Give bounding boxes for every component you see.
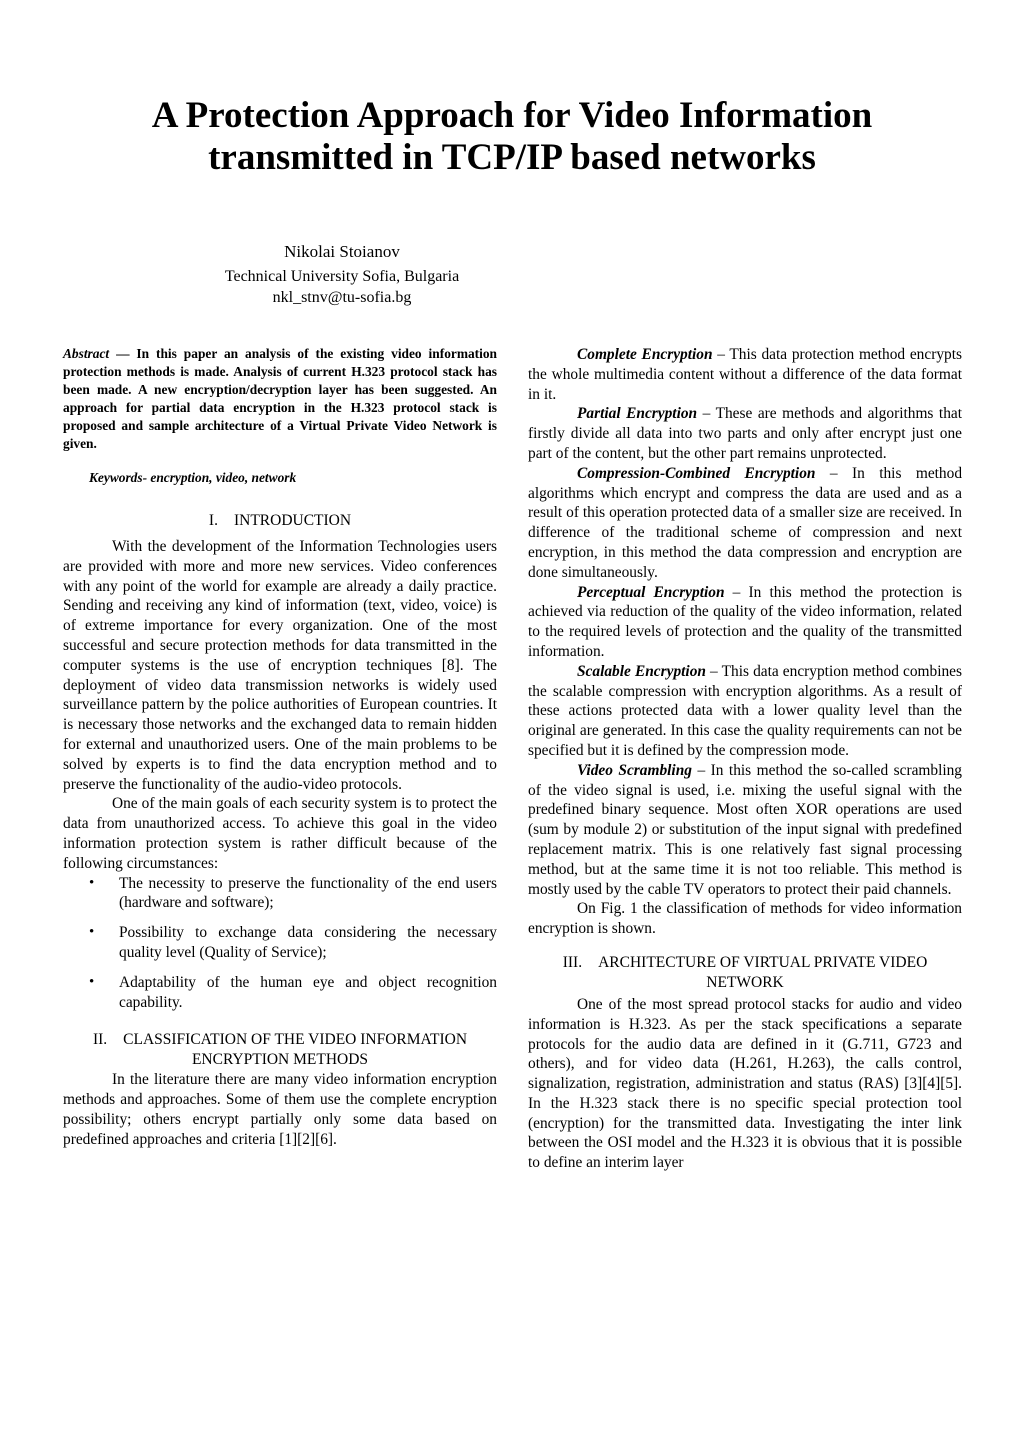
method-text: In this method algorithms which encrypt and compress the data are used and as a result of this operation protected data of a smaller size are received. In difference of the traditional scheme of compression and next encryption, in this method the data compression and encryption are done simultaneously. (528, 464, 963, 581)
method-paragraph (528, 464, 962, 583)
method-text: In this method the so-called scrambling of the video signal is used, i.e. mixing the useful signal with the predefined binary sequence. Most often XOR operations are used (sum by module 2) or substitution of the input signal with predefined replacement matrix. This is one relatively fast signal processing method, but at the same time it is not too reliable. This method is mostly used by the cable TV operators to protect their paid channels. (528, 761, 963, 898)
method-paragraph (528, 404, 962, 463)
section-title: ARCHITECTURE OF VIRTUAL PRIVATE VIDEO NETWORK (598, 953, 928, 991)
method-text: This data encryption method combines the scalable compression with encryption algorithms. As a result of these actions protected data with a lower quality level than the original are generated. In this case the quality requirements can not be specified but it is defined by the compression mode. (528, 662, 962, 759)
author-affiliation: Technical University Sofia, Bulgaria (224, 268, 460, 285)
paper-title (60, 95, 964, 179)
list-item-text: The necessity to preserve the functionality of the end users (hardware and software); (119, 874, 497, 912)
method-separator: – (697, 405, 716, 423)
bullet-icon: • (89, 973, 95, 990)
section-number: II. (92, 1031, 108, 1049)
section-title: CLASSIFICATION OF THE VIDEO INFORMATION ENCRYPTION METHODS (123, 1031, 468, 1069)
title-line-2: transmitted in TCP/IP based networks (208, 137, 816, 178)
abstract-label: Abstract (63, 346, 110, 361)
title-line-1: A Protection Approach for Video Information (151, 95, 873, 136)
section-number: III. (562, 953, 583, 971)
abstract (63, 345, 497, 453)
method-paragraph (528, 761, 962, 900)
section-title: INTRODUCTION (233, 512, 352, 529)
method-paragraph (528, 662, 962, 761)
figure-reference-paragraph: On Fig. 1 the classification of methods for video information encryption is shown. (528, 900, 962, 938)
section-number: I. (208, 512, 218, 529)
intro-paragraph-2: One of the main goals of each security system is to protect the data from unauthorized access. To achieve this goal in the video information protection system is rather difficult because of the following circumstances: (63, 795, 497, 872)
list-item (63, 923, 497, 963)
classification-paragraph: In the literature there are many video information encryption methods and approaches. Some of them use the complete encryption possibility; others encrypt partially only some data based on predefined approaches and criteria [1][2][6]. (63, 1071, 497, 1148)
bullet-icon: • (89, 924, 95, 941)
list-item (63, 973, 497, 1013)
author-name: Nikolai Stoianov (284, 242, 400, 261)
section-heading-architecture (528, 953, 962, 993)
right-column (528, 345, 962, 1173)
method-separator: – (712, 346, 730, 363)
author-email: nkl_stnv@tu-sofia.bg (272, 289, 412, 306)
method-separator: – (705, 662, 722, 680)
list-item (63, 874, 497, 914)
method-term: Complete Encryption (577, 346, 713, 363)
left-column (63, 345, 497, 1150)
keywords: Keywords- encryption, video, network (89, 470, 297, 485)
method-term: Partial Encryption (577, 405, 698, 423)
abstract-dash: — (109, 346, 137, 361)
bullet-icon: • (89, 874, 95, 891)
list-item-text: Adaptability of the human eye and object recognition capability. (119, 973, 497, 1011)
method-text: This data protection method encrypts the whole multimedia content without a difference of the data format in it. (528, 346, 962, 403)
section-heading-classification (63, 1030, 497, 1070)
method-term: Video Scrambling (577, 761, 692, 779)
abstract-text: In this paper an analysis of the existing video information protection methods is made. Analysis of current H.323 protocol stack has been made. A new encryption/decryption layer has been suggested. An approach for partial data encryption in the H.323 protocol stack is proposed and sample architecture of a Virtual Private Video Network is given. (63, 346, 497, 451)
method-term: Compression-Combined Encryption (577, 464, 816, 482)
author-block (100, 240, 584, 308)
intro-paragraph-1: With the development of the Information Technologies users are provided with more and more new services. Video conferences with any point of the world for example are already a daily practice. Sending and receiving any kind of information (text, video, voice) is of extreme importance for every organization. One of the most successful and secure protection methods for data transmitted in the computer systems is the use of encryption techniques [8]. The deployment of video data transmission networks is widely used surveillance pattern by the police authorities of European countries. It is necessary those networks and the exchanged data to remain hidden for external and unauthorized users. One of the main problems to be solved by experts is to find the data encryption method and to preserve the functionality of the audio-video protocols. (63, 538, 497, 793)
section-heading-introduction (63, 511, 497, 531)
method-paragraph (528, 345, 962, 404)
method-text: These are methods and algorithms that firstly divide all data into two parts and only after encrypt just one part of the content, but the other part remains unprotected. (528, 405, 962, 462)
method-text: In this method the protection is achieved via reduction of the quality of the video information, related to the required levels of protection and the quality of the transmitted information. (528, 583, 963, 660)
architecture-paragraph: One of the most spread protocol stacks for audio and video information is H.323. As per the stack specifications a separate protocols for the audio data are defined in it (G.711, G723 and others), and for video data (H.261, H.263), the calls control, signalization, registration, administration and status (RAS) [3][4][5]. In the H.323 stack there is no specific special protection tool (encryption) for the transmitted data. Investigating the inter link between the OSI model and the H.323 it is obvious that it is possible to define an interim layer (528, 995, 962, 1172)
method-separator: – (724, 583, 749, 601)
list-item-text: Possibility to exchange data considering the necessary quality level (Quality of Service); (119, 924, 497, 961)
method-paragraph (528, 583, 962, 662)
circumstances-list (63, 874, 497, 1013)
method-term: Perceptual Encryption (577, 583, 725, 601)
method-separator: – (815, 464, 852, 482)
method-term: Scalable Encryption (577, 662, 706, 680)
method-separator: – (691, 761, 711, 779)
